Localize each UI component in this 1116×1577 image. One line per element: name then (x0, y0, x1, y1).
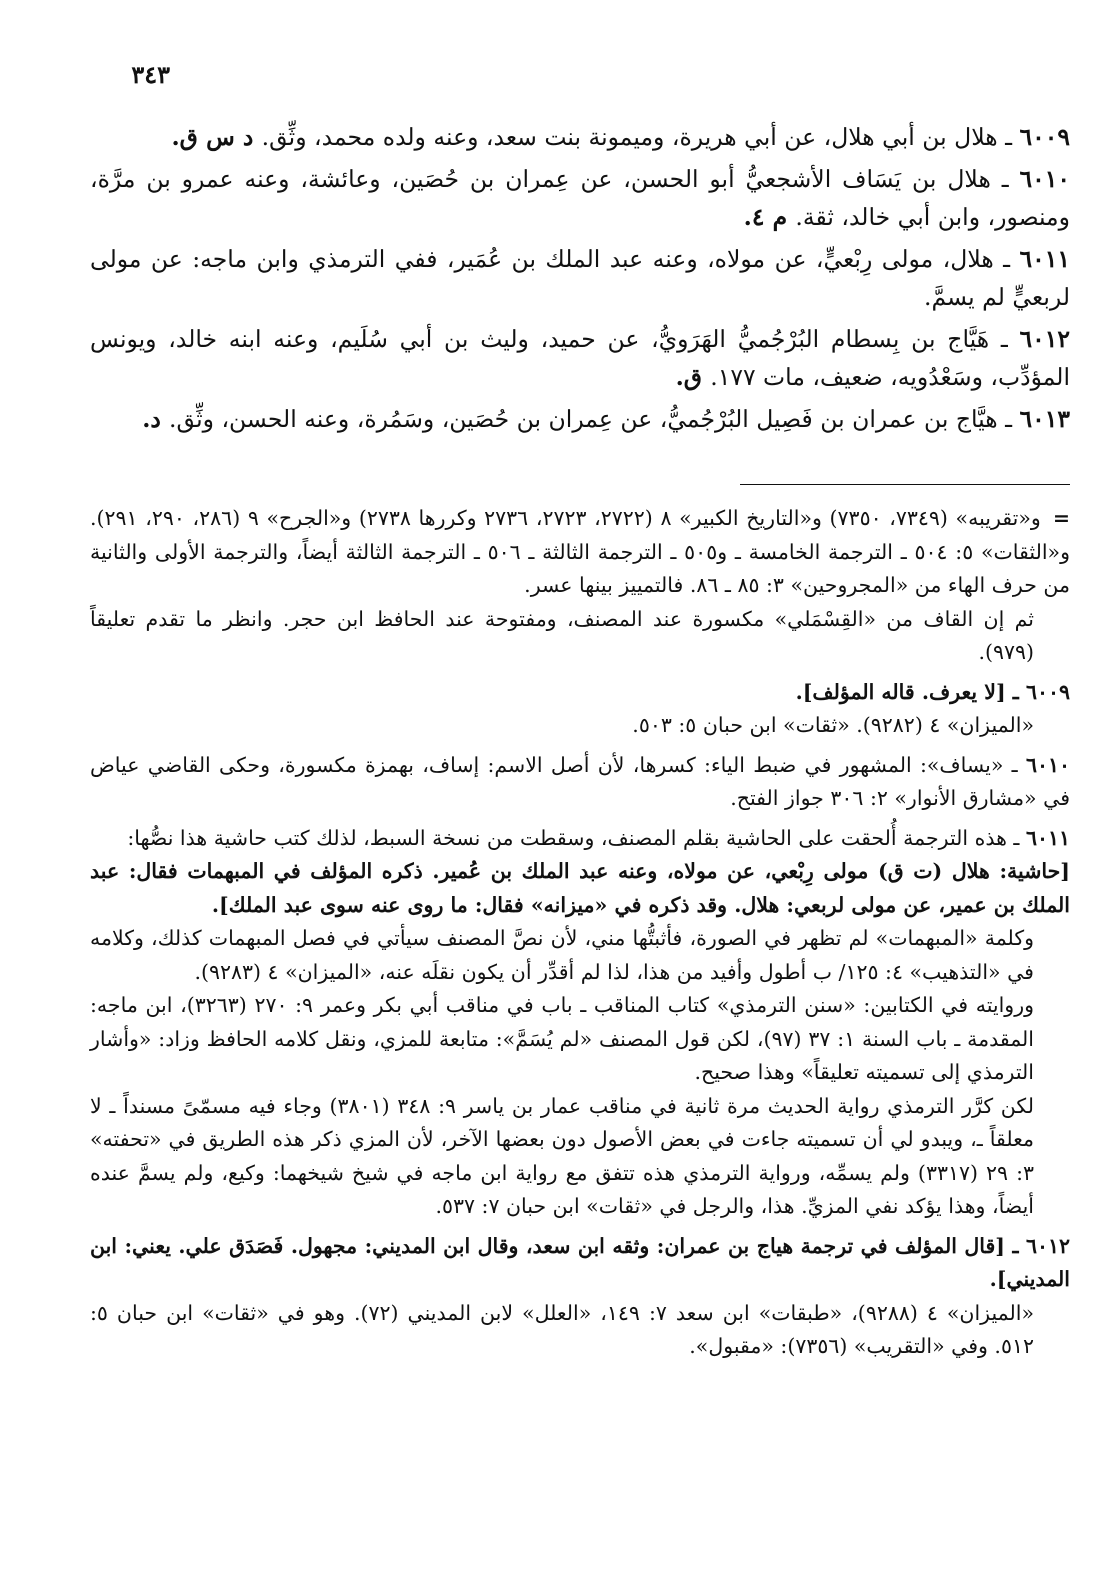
page (90, 0, 1070, 1577)
entry-text: ـ هلال بن أبي هلال، عن أبي هريرة، وميمونة بنت سعد، وعنه ولده محمد، وثِّق. (261, 123, 1020, 151)
entry-number: ٦٠١٣ (1019, 405, 1070, 433)
footnote-text: وكلمة «المبهمات» لم تظهر في الصورة، فأثبتُّها مني، لأن نصَّ المصنف سيأتي في فصل المبهمات كذلك، وكلامه في «التذهيب» ٤: ١٢٥/ ب أطول وأفيد من هذا، لذا لم أقدِّر أن يكون نقلَه عنه، «الميزان» ٤ (٩٢٨٣). (90, 926, 1034, 984)
footnote-6009 (90, 676, 1070, 743)
footnotes (90, 502, 1070, 1370)
footnote-6012 (90, 1230, 1070, 1364)
footnote-number: ٦٠١٢ (1025, 1233, 1070, 1258)
entry-6009 (90, 118, 1070, 156)
footnote-6011 (90, 822, 1070, 1224)
footnote-number: ٦٠١٠ (1025, 752, 1070, 777)
footnote-text: ـ [قال المؤلف في ترجمة هياج بن عمران: وثقه ابن سعد، وقال ابن المديني: مجهول. فَصَدَق علي. يعني: ابن المديني]. (90, 1233, 1070, 1291)
entry-code: د س ق. (171, 123, 262, 151)
footnote-divider (740, 484, 1070, 485)
footnote-text: ـ [لا يعرف. قاله المؤلف]. (795, 679, 1026, 704)
footnote-6010 (90, 749, 1070, 816)
entry-6010 (90, 160, 1070, 236)
footnote-text: «الميزان» ٤ (٩٢٨٨)، «طبقات» ابن سعد ٧: ١٤٩، «العلل» لابن المديني (٧٢). وهو في «ثقات» ابن حبان ٥: ٥١٢. وفي «التقريب» (٧٣٥٦): «مقبول». (90, 1300, 1034, 1358)
footnote-text: [حاشية: هلال (ت ق) مولى رِبْعي، عن مولاه، وعنه عبد الملك بن عُمير. ذكره المؤلف في المبهمات فقال: عبد الملك بن عمير، عن مولى لربعي: هلال. وقد ذكره في «ميزانه» فقال: ما روى عنه سوى عبد الملك]. (90, 859, 1070, 917)
page-number: ٣٤٣ (131, 60, 170, 89)
page-number-wrap (90, 60, 170, 89)
continuation-marker: = (1052, 506, 1070, 530)
entry-number: ٦٠٠٩ (1019, 123, 1070, 151)
entry-text: ـ هلال بن يَسَاف الأشجعيُّ أبو الحسن، عن عِمران بن حُصَين، وعائشة، وعنه عمرو بن مرَّة، ومنصور، وابن أبي خالد، ثقة. (90, 165, 1070, 231)
entry-text: ـ هَيَّاج بن بِسطام البُرْجُميُّ الهَرَويُّ، عن حميد، وليث بن أبي سُلَيم، وعنه ابنه خالد، ويونس المؤدِّب، وسَعْدُويه، ضعيف، مات ١٧٧. (90, 325, 1070, 391)
footnote-text: ـ هذه الترجمة أُلحقت على الحاشية بقلم المصنف، وسقطت من نسخة السبط، لذلك كتب حاشية هذا نصُّها: (127, 825, 1026, 850)
entry-6013 (90, 400, 1070, 438)
footnote-text: و«تقريبه» (٧٣٤٩، ٧٣٥٠) و«التاريخ الكبير» ٨ (٢٧٢٢، ٢٧٢٣، ٢٧٣٦ وكررها ٢٧٣٨) و«الجرح» ٩ (٢٨٦، ٢٩٠، ٢٩١). و«الثقات» ٥: ٥٠٤ ـ الترجمة الخامسة ـ و٥٠٥ ـ الترجمة الثالثة ـ ٥٠٦ ـ الترجمة الثالثة أيضاً، والترجمة الأولى والثانية من حرف الهاء من «المجروحين» ٣: ٨٥ ـ ٨٦. فالتمييز بينها عسر. (90, 506, 1070, 597)
entry-text: ـ هلال، مولى رِبْعيٍّ، عن مولاه، وعنه عبد الملك بن عُمَير، ففي الترمذي وابن ماجه: عن مولى لربعيٍّ لم يسمَّ. (90, 245, 1070, 311)
footnote-number: ٦٠٠٩ (1025, 679, 1070, 704)
entry-code: ق. (675, 363, 711, 391)
footnote-continuation (90, 502, 1070, 670)
entry-code: د. (142, 405, 170, 433)
footnote-text: ـ «يساف»: المشهور في ضبط الياء: كسرها، لأن أصل الاسم: إساف، بهمزة مكسورة، وحكى القاضي عياض في «مشارق الأنوار» ٢: ٣٠٦ جواز الفتح. (90, 752, 1070, 810)
footnote-text: ثم إن القاف من «القِسْمَلي» مكسورة عند المصنف، ومفتوحة عند الحافظ ابن حجر. وانظر ما تقدم تعليقاً (٩٧٩). (90, 606, 1034, 664)
footnote-text: «الميزان» ٤ (٩٢٨٢). «ثقات» ابن حبان ٥: ٥٠٣. (632, 713, 1034, 737)
entry-6011 (90, 240, 1070, 316)
footnote-text: وروايته في الكتابين: «سنن الترمذي» كتاب المناقب ـ باب في مناقب أبي بكر وعمر ٩: ٢٧٠ (٣٢٦٣)، ابن ماجه: المقدمة ـ باب السنة ١: ٣٧ (٩٧)، لكن قول المصنف «لم يُسَمَّ»: متابعة للمزي، ونقل كلامه الحافظ وزاد: «وأشار الترمذي إلى تسميته تعليقاً» وهذا صحيح. (90, 993, 1034, 1084)
entry-number: ٦٠١١ (1019, 245, 1070, 273)
entry-6012 (90, 320, 1070, 396)
entry-number: ٦٠١٠ (1019, 165, 1070, 193)
main-entries (90, 118, 1070, 442)
entry-text: ـ هيَّاج بن عمران بن فَصِيل البُرْجُميُّ، عن عِمران بن حُصَين، وسَمُرة، وعنه الحسن، وثِّق. (169, 405, 1020, 433)
entry-number: ٦٠١٢ (1019, 325, 1070, 353)
footnote-number: ٦٠١١ (1025, 825, 1070, 850)
entry-code: م ٤. (743, 203, 796, 231)
footnote-text: لكن كرَّر الترمذي رواية الحديث مرة ثانية في مناقب عمار بن ياسر ٩: ٣٤٨ (٣٨٠١) وجاء فيه مسمّىً مسنداً ـ لا معلقاً ـ، ويبدو لي أن تسميته جاءت في بعض الأصول دون بعضها الآخر، لأن المزي ذكر هذه الطريق في «تحفته» ٣: ٢٩ (٣٣١٧) ولم يسمِّه، ورواية الترمذي هذه تتفق مع رواية ابن ماجه في شيخ شيخهما: وكيع، ولم يسمَّ عنده أيضاً، وهذا يؤكد نفي المزيِّ. هذا، والرجل في «ثقات» ابن حبان ٧: ٥٣٧. (90, 1093, 1034, 1218)
